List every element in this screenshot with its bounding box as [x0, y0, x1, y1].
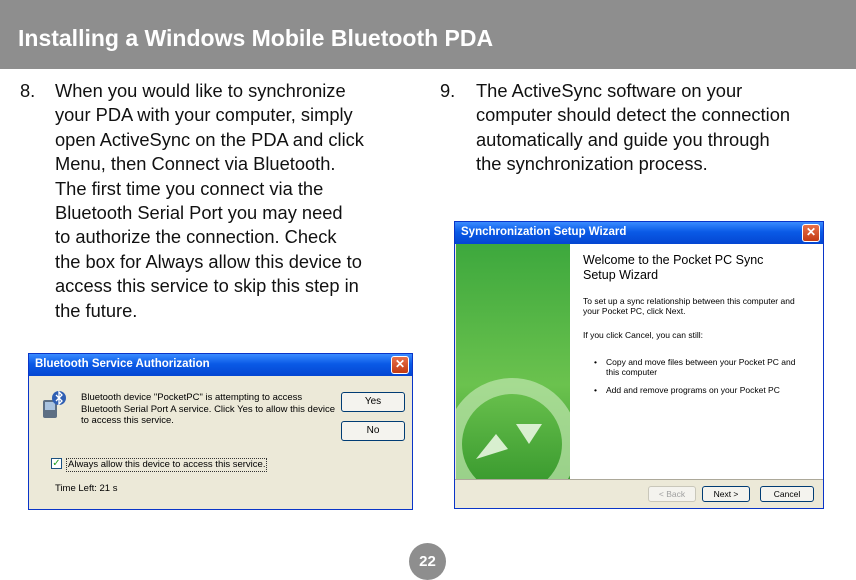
step-text: When you would like to synchronize your PDA with your computer, simply open ActiveSync on the PDA and click Menu, then Connect via Bluetooth. The first time you connect via the Bluetooth Serial Port you may need to authorize the connection. Check the box for Always allow this device to access this service to skip this step in the future. — [55, 80, 364, 321]
bullet-icon: • — [594, 385, 597, 395]
next-button[interactable]: Next > — [702, 486, 750, 502]
step-text: The ActiveSync software on your computer should detect the connection automatically and guide you through the synchronization process. — [476, 80, 791, 175]
page-header — [0, 0, 856, 69]
wizard-content — [570, 244, 823, 479]
time-left-label: Time Left: 21 s — [55, 483, 118, 494]
yes-button[interactable]: Yes — [341, 392, 405, 412]
wizard-bullet-item: Add and remove programs on your Pocket PC — [606, 385, 780, 395]
page-title: Installing a Windows Mobile Bluetooth PDA — [18, 25, 494, 51]
sync-arrows-icon — [456, 244, 570, 479]
back-button[interactable]: < Back — [648, 486, 696, 502]
always-allow-checkbox[interactable]: ✓ — [52, 458, 61, 469]
close-icon[interactable]: ✕ — [802, 224, 820, 242]
page-number-badge: 22 — [409, 543, 446, 580]
wizard-paragraph: To set up a sync relationship between this computer and your Pocket PC, click Next. — [583, 296, 795, 316]
bluetooth-device-icon — [41, 390, 69, 420]
sync-setup-wizard — [454, 221, 824, 509]
wizard-title: Synchronization Setup Wizard — [461, 226, 627, 238]
dialog-titlebar — [29, 354, 412, 376]
step-number: 8. — [20, 80, 36, 101]
wizard-titlebar — [455, 222, 823, 244]
close-icon[interactable]: ✕ — [391, 356, 409, 374]
wizard-heading: Welcome to the Pocket PC Sync Setup Wizard — [583, 253, 764, 282]
no-button[interactable]: No — [341, 421, 405, 441]
bluetooth-authorization-dialog — [28, 353, 413, 510]
dialog-message: Bluetooth device "PocketPC" is attempting to access Bluetooth Serial Port A service. Click Yes to allow this device to access this service. — [81, 392, 335, 426]
wizard-paragraph: If you click Cancel, you can still: — [583, 330, 703, 340]
wizard-bullet-item: Copy and move files between your Pocket PC and this computer — [606, 357, 796, 377]
always-allow-label[interactable]: Always allow this device to access this service. — [68, 459, 266, 470]
dialog-title: Bluetooth Service Authorization — [35, 358, 210, 370]
wizard-banner — [456, 244, 570, 479]
bullet-icon: • — [594, 357, 597, 367]
step-number: 9. — [440, 80, 456, 101]
cancel-button[interactable]: Cancel — [760, 486, 814, 502]
